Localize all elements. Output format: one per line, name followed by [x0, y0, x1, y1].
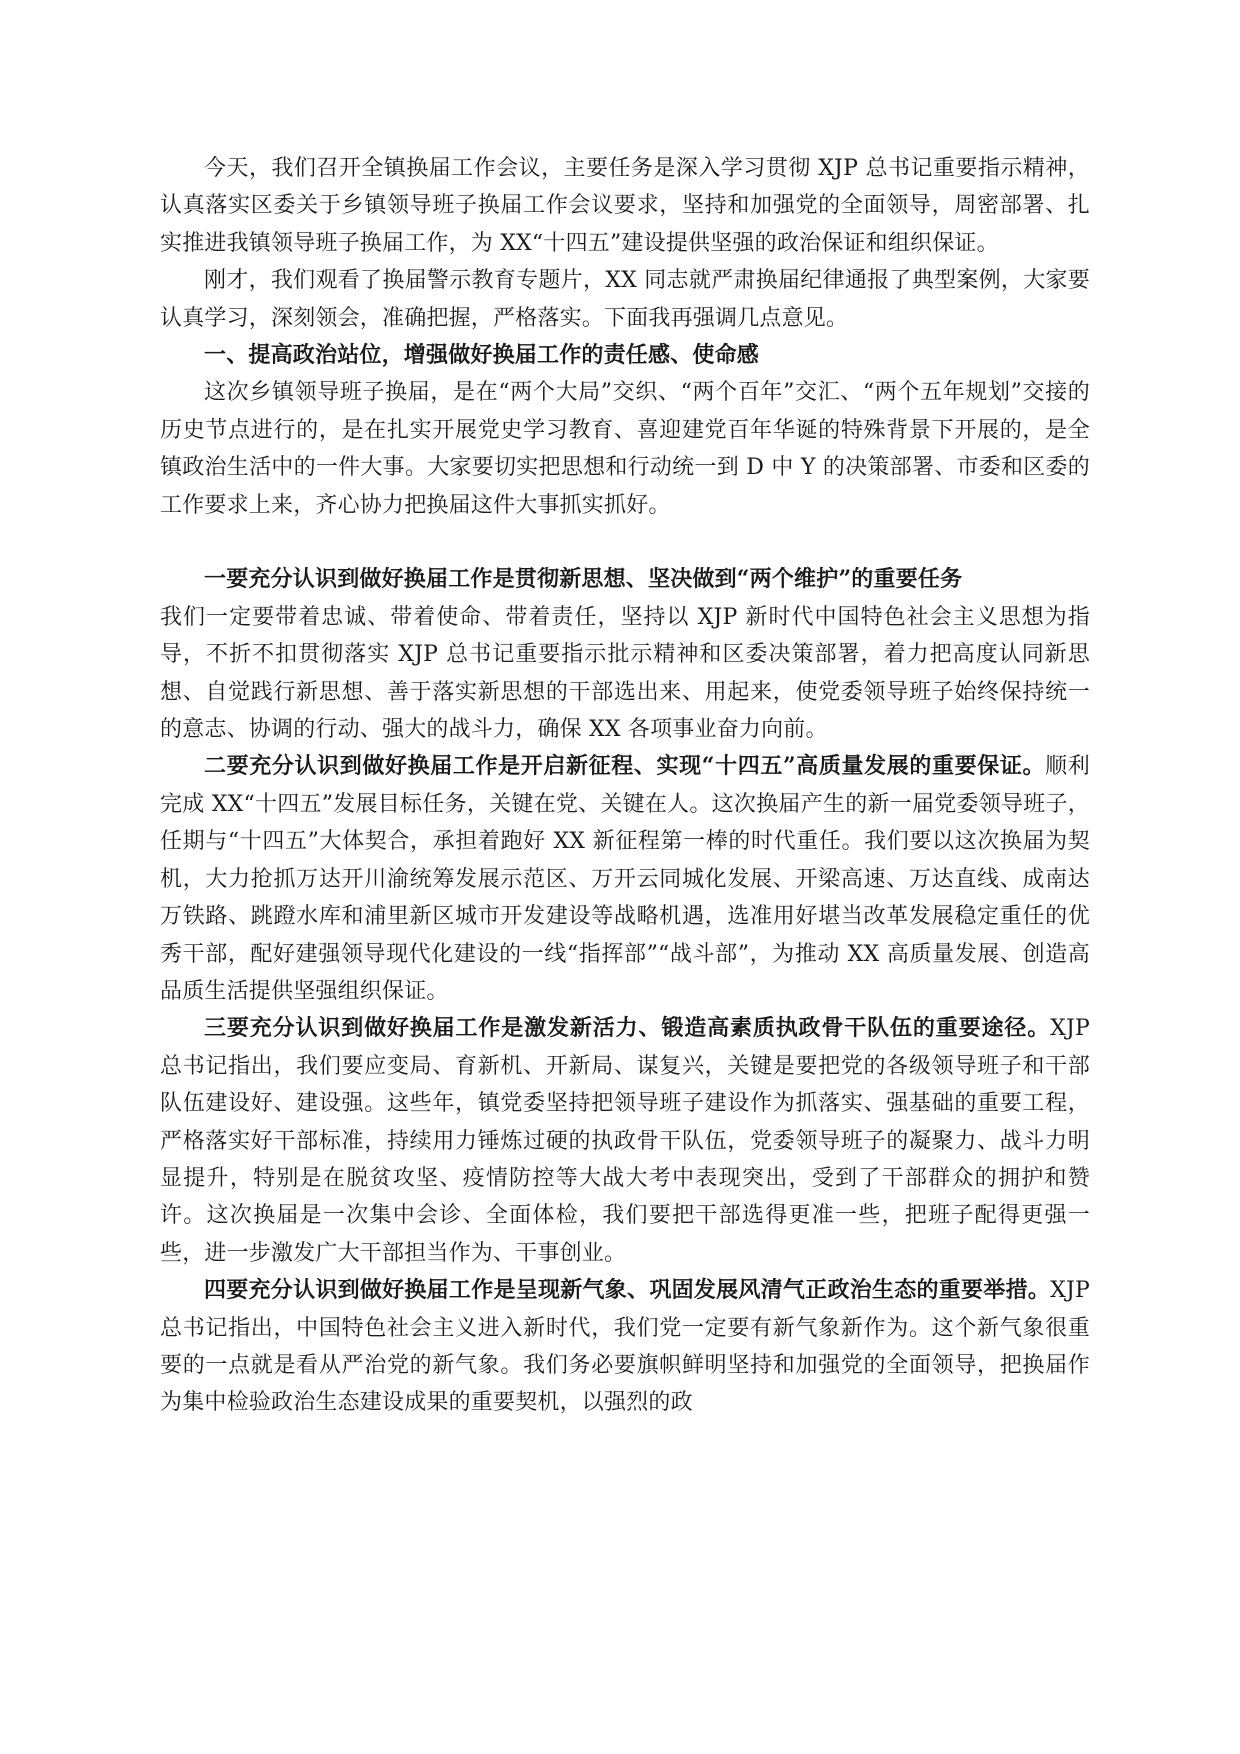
section-heading-1: 一、提高政治站位，增强做好换届工作的责任感、使命感: [204, 342, 760, 369]
point-1-heading: 一要充分认识到做好换届工作是贯彻新思想、坚决做到“两个维护”的重要任务: [204, 566, 963, 593]
point-2-body: 顺利完成 XX“十四五”发展目标任务，关键在党、关键在人。这次换届产生的新一届党委领导班子，任期与“十四五”大体契合，承担着跑好 XX 新征程第一棒的时代重任。我们要以这次换届为契机，大力抢抓万达开川渝统筹发展示范区、万开云同城化发展、开梁高速、万达直线、成南达万铁路、跳蹬水库和浦里新区城市开发建设等战略机遇，选准用好堪当改革发展稳定重任的优秀干部，配好建强领导现代化建设的一线“指挥部”“战斗部”，为推动 XX 高质量发展、创造高品质生活提供坚强组织保证。: [160, 754, 1090, 1004]
document-page: [160, 150, 1090, 1422]
point-4-body: XJP 总书记指出，中国特色社会主义进入新时代，我们党一定要有新气象新作为。这个新气象很重要的一点就是看从严治党的新气象。我们务必要旗帜鲜明坚持和加强党的全面领导，把换届作为集中检验政治生态建设成果的重要契机，以强烈的政: [160, 1278, 1090, 1416]
point-1-body: 我们一定要带着忠诚、带着使命、带着责任，坚持以 XJP 新时代中国特色社会主义思想为指导，不折不扣贯彻落实 XJP 总书记重要指示批示精神和区委决策部署，着力把高度认同新思想、自觉践行新思想、善于落实新思想的干部选出来、用起来，使党委领导班子始终保持统一的意志、协调的行动、强大的战斗力，确保 XX 各项事业奋力向前。: [160, 604, 1090, 743]
point-3: [160, 1010, 1090, 1272]
paragraph-intro: 刚才，我们观看了换届警示教育专题片，XX 同志就严肃换届纪律通报了典型案例，大家要认真学习，深刻领会，准确把握，严格落实。下面我再强调几点意见。: [160, 268, 1090, 331]
blank-line: [160, 524, 1090, 561]
point-4-lead: 四要充分认识到做好换届工作是呈现新气象、巩固发展风清气正政治生态的重要举措。: [204, 1277, 1051, 1304]
point-2: [160, 748, 1090, 1010]
point-3-body: XJP 总书记指出，我们要应变局、育新机、开新局、谋复兴，关键是要把党的各级领导班子和干部队伍建设好、建设强。这些年，镇党委坚持把领导班子建设作为抓落实、强基础的重要工程，严格落实好干部标准，持续用力锤炼过硬的执政骨干队伍，党委领导班子的凝聚力、战斗力明显提升，特别是在脱贫攻坚、疫情防控等大战大考中表现突出，受到了干部群众的拥护和赞许。这次换届是一次集中会诊、全面体检，我们要把干部选得更准一些，把班子配得更强一些，进一步激发广大干部担当作为、干事创业。: [160, 1016, 1090, 1266]
point-3-lead: 三要充分认识到做好换届工作是激发新活力、锻造高素质执政骨干队伍的重要途径。: [204, 1015, 1051, 1042]
paragraph-background: 这次乡镇领导班子换届，是在“两个大局”交织、“两个百年”交汇、“两个五年规划”交接的历史节点进行的，是在扎实开展党史学习教育、喜迎建党百年华诞的特殊背景下开展的，是全镇政治生活中的一件大事。大家要切实把思想和行动统一到 D 中 Y 的决策部署、市委和区委的工作要求上来，齐心协力把换届这件大事抓实抓好。: [160, 380, 1090, 518]
point-2-lead: 二要充分认识到做好换届工作是开启新征程、实现“十四五”高质量发展的重要保证。: [204, 753, 1046, 780]
point-4: [160, 1272, 1090, 1422]
paragraph-opening: 今天，我们召开全镇换届工作会议，主要任务是深入学习贯彻 XJP 总书记重要指示精神，认真落实区委关于乡镇领导班子换届工作会议要求，坚持和加强党的全面领导，周密部署、扎实推进我镇领导班子换届工作，为 XX“十四五”建设提供坚强的政治保证和组织保证。: [160, 156, 1090, 256]
